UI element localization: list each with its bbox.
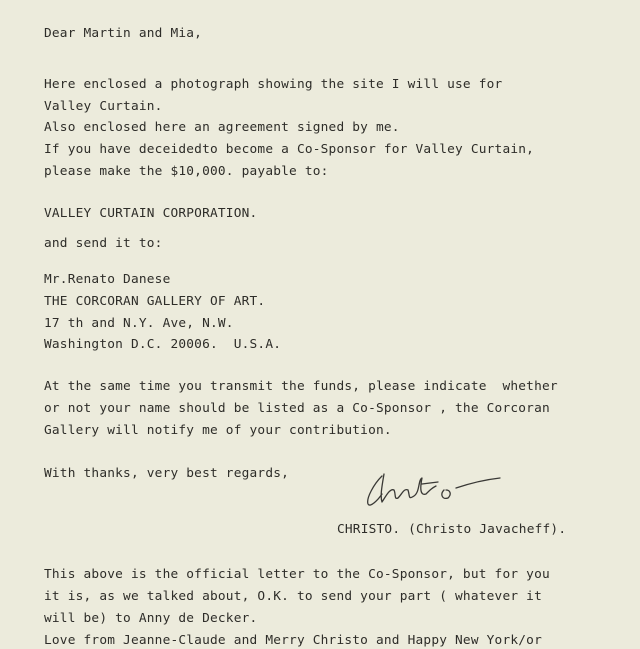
handwritten-signature bbox=[360, 466, 520, 518]
paragraph-2-line-2: or not your name should be listed as a Co-Sponsor , the Corcoran bbox=[44, 401, 550, 416]
paragraph-2-line-1: At the same time you transmit the funds, please indicate whether bbox=[44, 379, 558, 394]
address-line-2: THE CORCORAN GALLERY OF ART. bbox=[44, 294, 266, 309]
salutation: Dear Martin and Mia, bbox=[44, 26, 203, 41]
address-line-4: Washington D.C. 20006. U.S.A. bbox=[44, 337, 282, 352]
paragraph-2-line-3: Gallery will notify me of your contribution. bbox=[44, 423, 392, 438]
address-line-3: 17 th and N.Y. Ave, N.W. bbox=[44, 316, 234, 331]
paragraph-1-line-4: If you have deceidedto become a Co-Sponsor for Valley Curtain, bbox=[44, 142, 535, 157]
paragraph-3-line-2: it is, as we talked about, O.K. to send your part ( whatever it bbox=[44, 589, 542, 604]
paragraph-1-line-3: Also enclosed here an agreement signed by me. bbox=[44, 120, 400, 135]
paragraph-1-line-2: Valley Curtain. bbox=[44, 99, 163, 114]
paragraph-1-line-1: Here enclosed a photograph showing the site I will use for bbox=[44, 77, 503, 92]
typed-signature: CHRISTO. (Christo Javacheff). bbox=[337, 522, 567, 537]
signature-drawing bbox=[360, 466, 520, 514]
paragraph-3-line-4: Love from Jeanne-Claude and Merry Christo and Happy New York/or bbox=[44, 633, 542, 648]
paragraph-3-line-1: This above is the official letter to the Co-Sponsor, but for you bbox=[44, 567, 550, 582]
paragraph-3-line-3: will be) to Anny de Decker. bbox=[44, 611, 258, 626]
payee-name: VALLEY CURTAIN CORPORATION. bbox=[44, 206, 258, 221]
closing-line: With thanks, very best regards, bbox=[44, 466, 290, 481]
address-line-1: Mr.Renato Danese bbox=[44, 272, 171, 287]
send-to-line: and send it to: bbox=[44, 236, 163, 251]
paragraph-1-line-5: please make the $10,000. payable to: bbox=[44, 164, 329, 179]
